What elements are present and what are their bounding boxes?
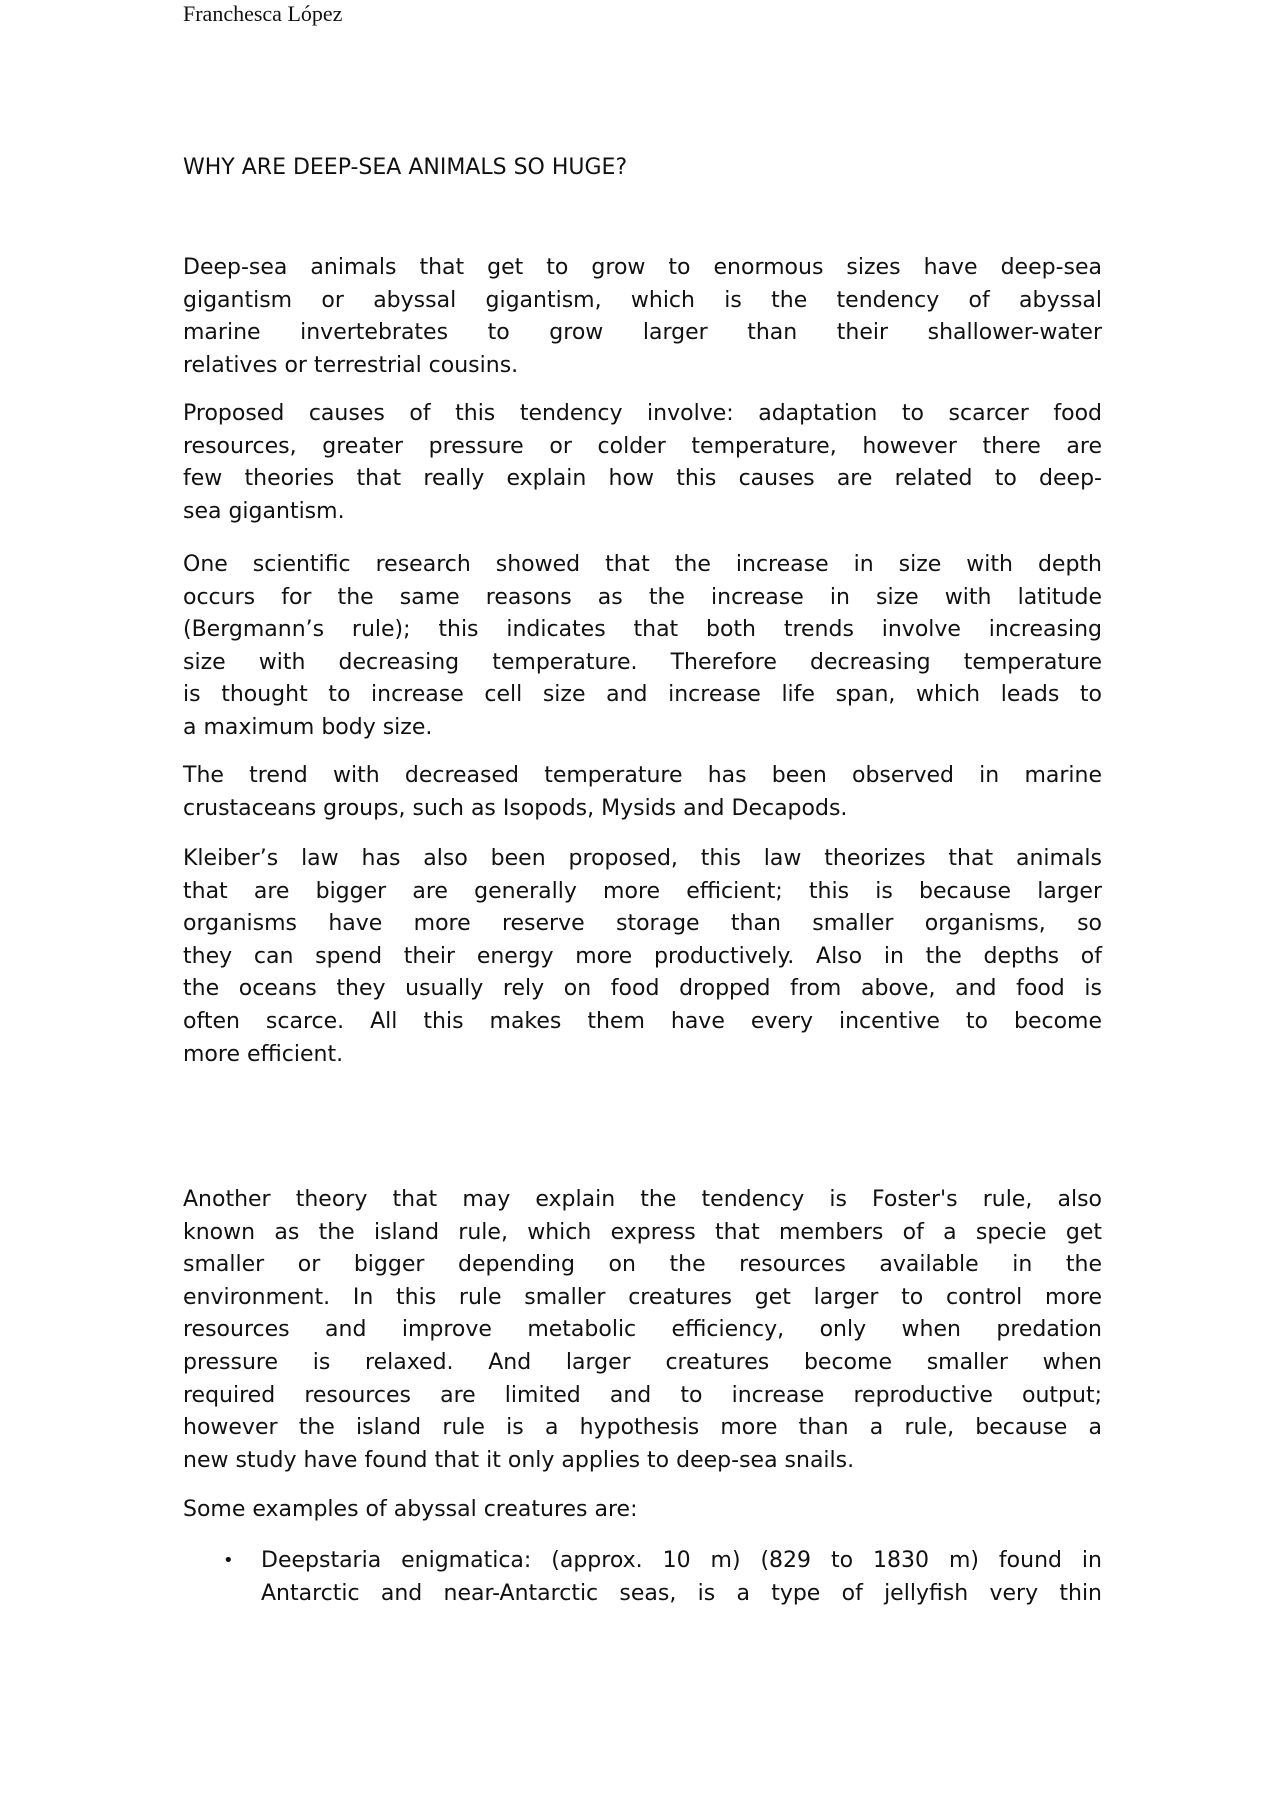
text-line: required resources are limited and to increase reproductive output; (183, 1382, 1102, 1408)
text-line: pressure is relaxed. And larger creatures become smaller when (183, 1349, 1102, 1375)
text-line: Some examples of abyssal creatures are: (183, 1497, 638, 1522)
text-line: new study have found that it only applies to deep-sea snails. (183, 1447, 855, 1473)
text-line: resources and improve metabolic efficiency, only when predation (183, 1317, 1102, 1343)
text-line: organisms have more reserve storage than smaller organisms, so (183, 911, 1102, 937)
text-line: marine invertebrates to grow larger than their shallower-water (183, 320, 1102, 346)
text-line: Kleiber’s law has also been proposed, this law theorizes that animals (183, 846, 1102, 871)
text-line: known as the island rule, which express that members of a specie get (183, 1219, 1102, 1245)
paragraph (183, 252, 1102, 382)
text-line: One scientific research showed that the increase in size with depth (183, 552, 1102, 577)
paragraph (183, 1494, 1102, 1527)
text-line: more efficient. (183, 1041, 344, 1067)
text-line: gigantism or abyssal gigantism, which is the tendency of abyssal (183, 287, 1102, 313)
paragraph (183, 549, 1102, 745)
text-line: Another theory that may explain the tendency is Foster's rule, also (183, 1187, 1102, 1212)
text-line: size with decreasing temperature. Therefore decreasing temperature (183, 649, 1102, 675)
paragraph (183, 398, 1102, 528)
text-line: Proposed causes of this tendency involve: adaptation to scarcer food (183, 401, 1102, 426)
paragraph (183, 1184, 1102, 1477)
text-line: that are bigger are generally more efficient; this is because larger (183, 878, 1102, 904)
paragraph (183, 760, 1102, 825)
text-line: environment. In this rule smaller creatures get larger to control more (183, 1284, 1102, 1310)
text-line: is thought to increase cell size and increase life span, which leads to (183, 682, 1102, 708)
text-line: occurs for the same reasons as the increase in size with latitude (183, 584, 1102, 610)
text-line: Deep-sea animals that get to grow to enormous sizes have deep-sea (183, 255, 1102, 280)
text-line: a maximum body size. (183, 714, 433, 740)
text-line: few theories that really explain how this causes are related to deep- (183, 466, 1102, 492)
text-line: often scarce. All this makes them have every incentive to become (183, 1008, 1102, 1034)
bullet-icon: • (223, 1550, 234, 1571)
list-item-text (261, 1545, 1102, 1610)
text-line: Antarctic and near-Antarctic seas, is a type of jellyfish very thin (261, 1580, 1102, 1606)
text-line: The trend with decreased temperature has been observed in marine (183, 763, 1102, 788)
header-author: Franchesca López (183, 1, 343, 26)
text-line: smaller or bigger depending on the resources available in the (183, 1252, 1102, 1278)
text-line: (Bergmann’s rule); this indicates that both trends involve increasing (183, 617, 1102, 643)
text-line: Deepstaria enigmatica: (approx. 10 m) (829 to 1830 m) found in (261, 1548, 1102, 1573)
text-line: sea gigantism. (183, 498, 345, 524)
text-line: however the island rule is a hypothesis more than a rule, because a (183, 1415, 1102, 1441)
document-title: WHY ARE DEEP-SEA ANIMALS SO HUGE? (183, 155, 628, 180)
text-line: relatives or terrestrial cousins. (183, 352, 519, 378)
paragraph (183, 843, 1102, 1071)
text-line: the oceans they usually rely on food dropped from above, and food is (183, 976, 1102, 1002)
text-line: they can spend their energy more productively. Also in the depths of (183, 943, 1102, 969)
text-line: crustaceans groups, such as Isopods, Mysids and Decapods. (183, 795, 848, 821)
text-line: resources, greater pressure or colder temperature, however there are (183, 433, 1102, 459)
